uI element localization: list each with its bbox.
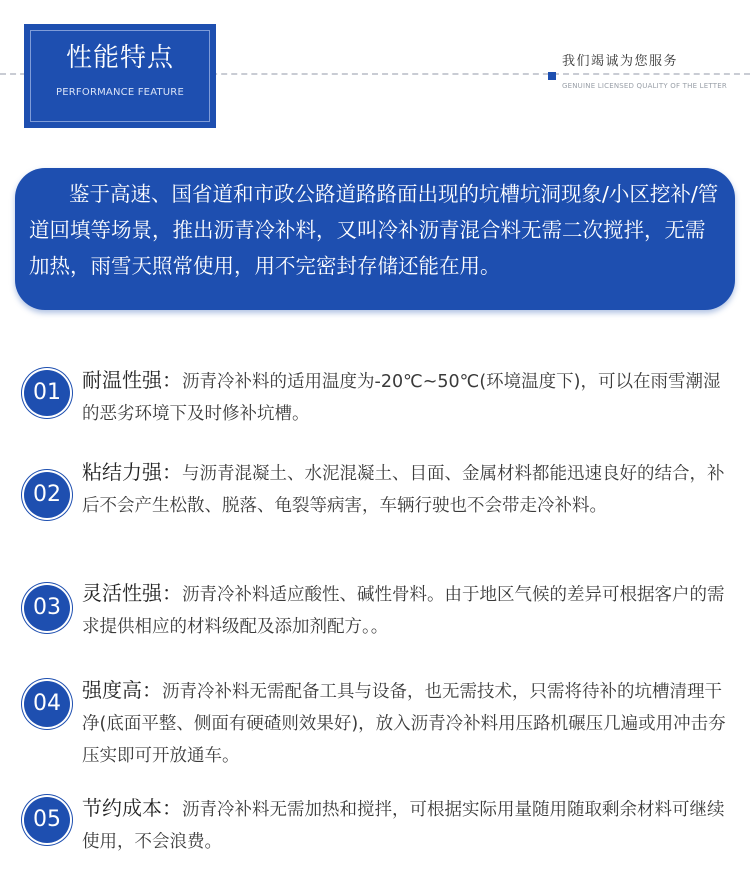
feature-title: 节约成本： <box>82 796 182 820</box>
section-title: 性能特点 <box>65 43 174 73</box>
intro-banner: 鉴于高速、国省道和市政公路道路路面出现的坑槽坑洞现象/小区挖补/管道回填等场景，推出沥青冷补料，又叫冷补沥青混合料无需二次搅拌，无需加热，雨雪天照常使用，用不完密封存储还能在用。 <box>15 168 735 310</box>
feature-title: 粘结力强： <box>82 460 182 484</box>
feature-number-badge: 03 <box>24 585 70 631</box>
feature-description: 沥青冷补料无需加热和搅拌，可根据实际用量随用随取剩余材料可继续使用，不会浪费。 <box>82 800 725 852</box>
feature-text <box>82 674 732 772</box>
service-slogan-sub: GENUINE LICENSED QUALITY OF THE LETTER <box>562 82 727 90</box>
feature-title: 强度高： <box>82 678 162 702</box>
feature-text <box>82 364 732 430</box>
feature-number-badge: 05 <box>24 797 70 843</box>
feature-title: 灵活性强： <box>82 581 182 605</box>
section-subtitle: PERFORMANCE FEATURE <box>56 87 184 98</box>
feature-text <box>82 456 732 522</box>
feature-description: 沥青冷补料的适用温度为-20℃~50℃(环境温度下)，可以在雨雪潮湿的恶劣环境下及时修补坑槽。 <box>82 372 721 424</box>
service-slogan: 我们竭诚为您服务 <box>562 54 679 69</box>
feature-number-badge: 01 <box>24 370 70 416</box>
feature-text <box>82 792 732 858</box>
feature-text <box>82 577 732 643</box>
feature-number-badge: 04 <box>24 681 70 727</box>
section-title-box <box>24 24 216 128</box>
feature-number-badge: 02 <box>24 472 70 518</box>
feature-description: 与沥青混凝土、水泥混凝土、目面、金属材料都能迅速良好的结合，补后不会产生松散、脱落、龟裂等病害，车辆行驶也不会带走冷补料。 <box>82 464 725 516</box>
square-bullet-icon <box>548 72 556 80</box>
feature-title: 耐温性强： <box>82 368 182 392</box>
feature-description: 沥青冷补料适应酸性、碱性骨料。由于地区气候的差异可根据客户的需求提供相应的材料级配及添加剂配方。。 <box>82 585 725 637</box>
feature-description: 沥青冷补料无需配备工具与设备，也无需技术，只需将待补的坑槽清理干净(底面平整、侧面有硬碴则效果好)，放入沥青冷补料用压路机碾压几遍或用冲击夯压实即可开放通车。 <box>82 682 726 766</box>
